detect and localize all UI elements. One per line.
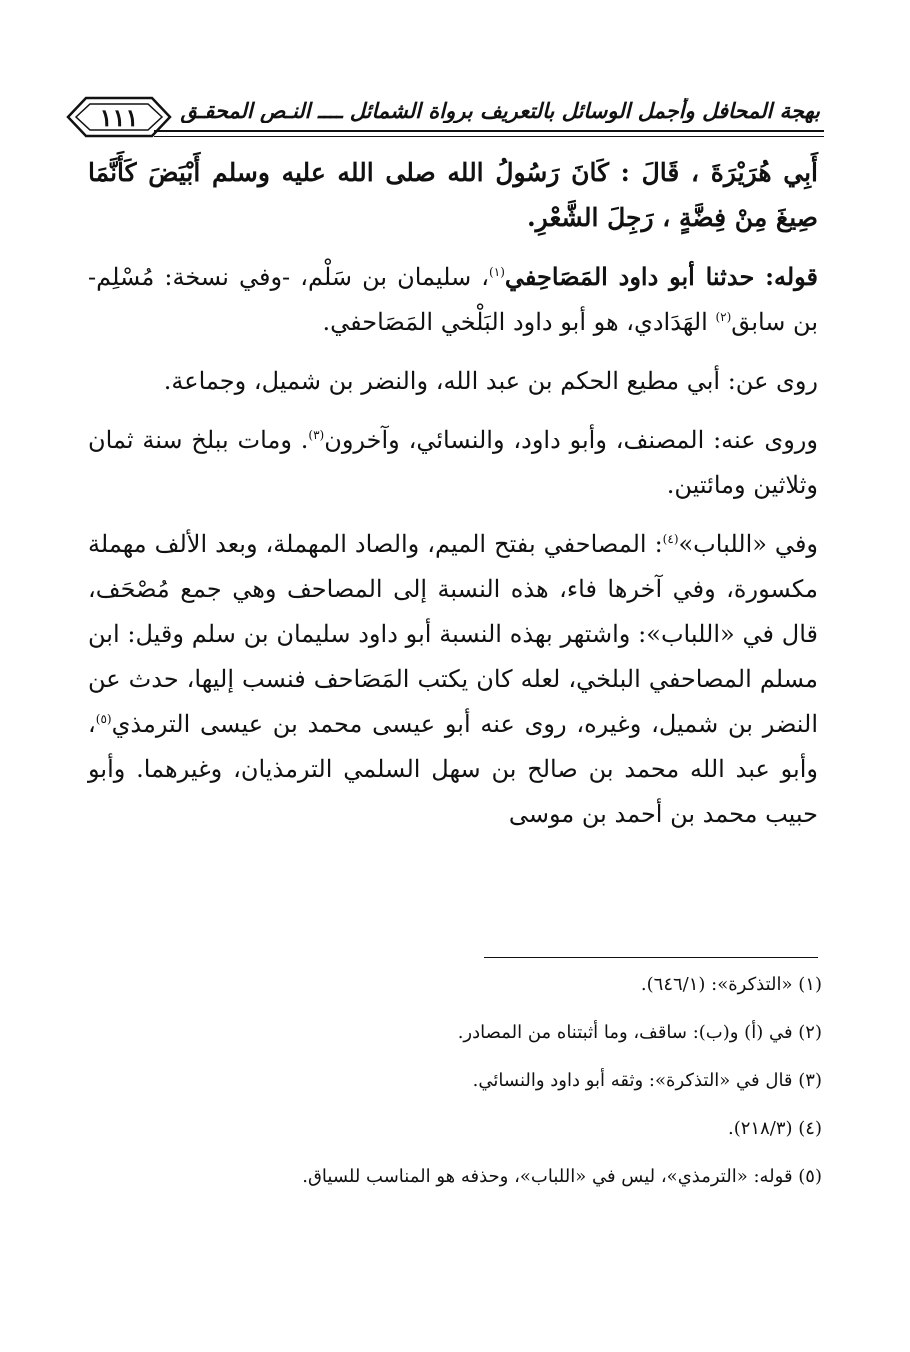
page-number-badge xyxy=(64,92,174,142)
footnote-ref-4[interactable]: (٤) xyxy=(662,532,679,546)
paragraph-text: وفي «اللباب» xyxy=(678,530,819,558)
footnote-2: (٢) في (أ) و(ب): ساقف، وما أثبتناه من المصادر. xyxy=(457,1022,822,1043)
paragraph-text: ، وأبو عبد الله محمد بن صالح بن سهل السلمي الترمذيان، وغيرهما. وأبو حبيب محمد بن أحمد بن موسى xyxy=(88,710,818,828)
paragraph-text: : المصاحفي بفتح الميم، والصاد المهملة، وبعد الألف مهملة مكسورة، وفي آخرها فاء، هذه النسبة إلى المصاحف وهي جمع مُصْحَف، قال في «اللباب»: واشتهر بهذه النسبة أبو داود سليمان بن سلم وقيل: ابن مسلم المصاحفي البلخي، لعله كان يكتب المَصَاحف فنسب إليها، حدث عن النضر بن شميل، وغيره، روى عنه أبو عيسى محمد بن عيسى الترمذي xyxy=(88,530,818,738)
footnote-divider xyxy=(484,957,818,958)
footnote-ref-5[interactable]: (٥) xyxy=(95,712,112,726)
page-number: ١١١ xyxy=(99,103,139,132)
paragraph-text: . ومات ببلخ سنة ثمان وثلاثين ومائتين. xyxy=(88,426,818,499)
header-divider xyxy=(154,130,824,132)
footnote-ref-1[interactable]: (١) xyxy=(489,265,505,279)
paragraph-teachers xyxy=(88,359,818,404)
main-text xyxy=(88,150,818,851)
footnote-ref-3[interactable]: (٣) xyxy=(308,428,325,442)
paragraph-students xyxy=(88,418,818,508)
hadith-text xyxy=(88,150,818,240)
footnote-ref-2[interactable]: (٢) xyxy=(715,310,732,324)
running-header xyxy=(64,92,824,146)
hadith-line-1: أَبِي هُرَيْرَةَ ، قَالَ : كَانَ رَسُولُ الله صلى الله عليه وسلم أَبْيَضَ كَأَنَّمَا صِيغَ مِنْ xyxy=(88,158,818,232)
footnotes xyxy=(92,972,822,1212)
paragraph-text: ، سليمان بن سَلْم، -وفي نسخة: مُسْلِم- بن سابق xyxy=(88,263,818,336)
header-divider-thin xyxy=(154,136,824,137)
footnote-4: (٤) (٢١٨/٣). xyxy=(728,1118,822,1139)
hadith-line-2: فِضَّةٍ ، رَجِلَ الشَّعْرِ. xyxy=(526,203,727,232)
paragraph-text: الهَدَادي، هو أبو داود البَلْخي المَصَاحفي. xyxy=(322,308,716,336)
paragraph-lubab xyxy=(88,522,818,837)
footnote-1: (١) «التذكرة»: (٦٤٦/١). xyxy=(640,974,822,995)
footnote-3: (٣) قال في «التذكرة»: وثقه أبو داود والنسائي. xyxy=(472,1070,822,1091)
footnote-5: (٥) قوله: «الترمذي»، ليس في «اللباب»، وحذفه هو المناسب للسياق. xyxy=(302,1166,822,1187)
paragraph-narrator xyxy=(88,254,818,345)
header-title: بهجة المحافل وأجمل الوسائل بالتعريف برواة الشمائل ــــ النـص المحقـق xyxy=(180,98,820,123)
paragraph-text: روى عن: أبي مطيع الحكم بن عبد الله، والنضر بن شميل، وجماعة. xyxy=(163,367,818,395)
paragraph-text: وروى عنه: المصنف، وأبو داود، والنسائي، وآخرون xyxy=(324,426,818,454)
paragraph-lead: قوله: حدثنا أبو داود المَصَاحِفي xyxy=(504,262,819,291)
